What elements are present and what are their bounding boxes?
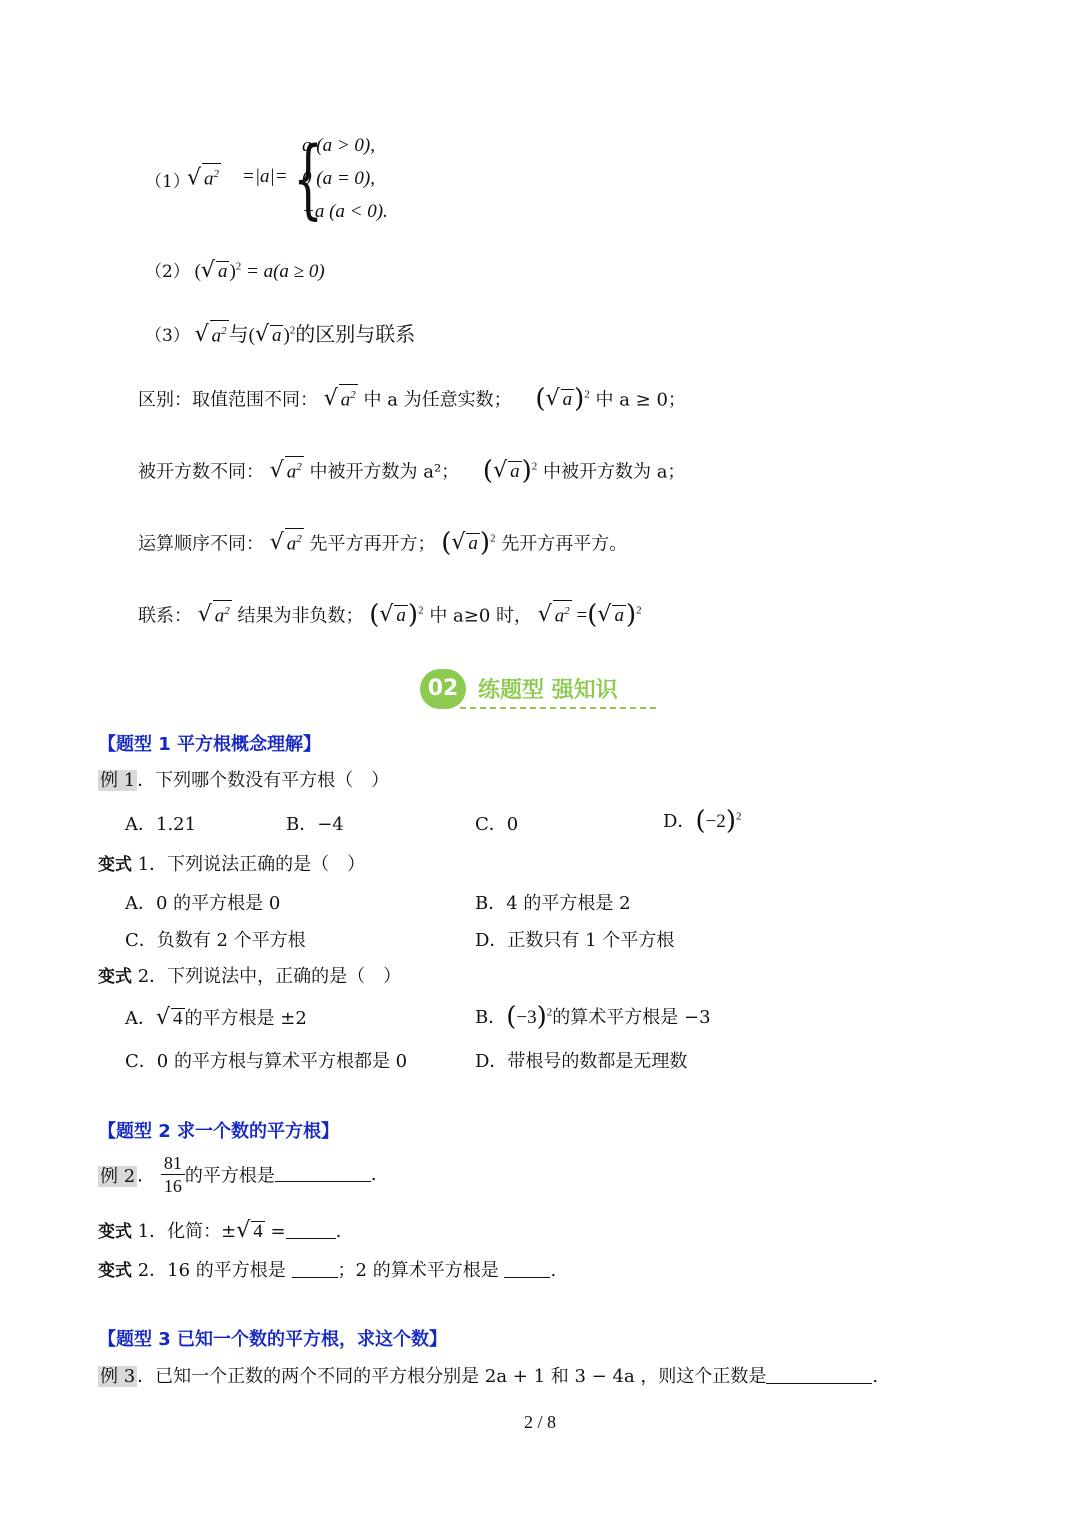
formula-2-rest: = a(a ≥ 0) [246,261,325,282]
relation-head: 联系： [138,605,192,627]
formula-3-sqrt-a-squared: (√ a )$^2$ [248,322,296,347]
diff-1-mid: 中 a 为任意实数； [363,389,512,411]
example-3-answer-blank[interactable] [766,1365,872,1384]
variant-1-2-tag: 变式 [98,967,132,987]
diff-2-sqrt-a-squared: (√ a)$^2$ [482,456,538,487]
ex1-option-d [663,806,741,836]
example-1-question: ．下列哪个数没有平方根（ ） [137,770,390,791]
formula-2-sqrt-squared: (√ a )$^2$ [194,258,242,283]
variant-2-1-answer-blank[interactable] [286,1220,336,1239]
diff-3-mid: 先平方再开方； [309,533,436,555]
example-2: 例 2 ． $\frac{81}{16}$ 的平方根是 . [100,1153,377,1196]
relation-line [138,600,642,630]
diff-1-sqrt-a2: √ $a^2$ [324,389,358,410]
v2-option-d: D．带根号的数都是无理数 [475,1051,688,1072]
example-2-question: 的平方根是 [184,1165,275,1187]
formula-3-and: 与 [228,322,249,346]
type2-heading: 【题型 2 求一个数的平方根】 [98,1121,340,1142]
variant-1-1-question: 1．下列说法正确的是（ ） [132,854,366,875]
v2-option-a-sqrt4: √ 4 [156,1005,183,1030]
diff-line-1 [138,384,686,414]
diff-1-sqrt-a-squared: (√ a)$^2$ [535,384,590,415]
example-3-tag: 例 3 [100,1366,136,1387]
v2-option-b-letter: B． [475,1007,507,1028]
variant-1-1 [98,850,365,876]
v1-option-d: D．正数只有 1 个平方根 [475,930,675,951]
formula-1-case-3: −a (a < 0). [302,201,388,222]
diff-2-tail: 中被开方数为 a； [542,461,686,483]
example-1 [98,766,389,792]
variant-1-2-question: 2．下列说法中，正确的是（ ） [132,966,402,987]
formula-1-case-2: 0 (a = 0), [302,168,375,189]
banner-number-badge: 02 [420,669,466,709]
formula-1-brace: { [293,129,324,229]
type1-heading: 【题型 1 平方根概念理解】 [98,734,322,755]
example-3-question: ．已知一个正数的两个不同的平方根分别是 2a + 1 和 3 − 4a ，则这个正数是 [137,1366,767,1387]
v1-option-b: B．4 的平方根是 2 [475,893,631,914]
diff-3-tail: 先开方再平方。 [501,533,628,555]
v2-option-b-expr: $(-3)^2$ [506,1002,553,1032]
example-1-tag: 例 1 [100,770,136,791]
diff-1-tail: 中 a ≥ 0； [595,389,686,411]
v2-option-b-text: 的算术平方根是 −3 [552,1007,711,1028]
example-2-tag: 例 2 [100,1165,136,1187]
formula-1-case-1: a (a > 0), [302,135,375,156]
ex1-option-c: C．0 [475,814,519,835]
diff-2-sqrt-a2: √ $a^2$ [270,461,304,482]
relation-sqrt-a-squared: (√ a)$^2$ [369,600,424,631]
example-2-fraction [161,1152,185,1197]
relation-sqrt-a2: √ $a^2$ [198,605,232,626]
diff-3-sqrt-a-squared: (√ a)$^2$ [441,528,496,559]
v2-option-b [475,1002,711,1032]
diff-line-2 [138,456,685,486]
variant-2-2-blank-1[interactable] [292,1259,338,1278]
diff-2-head: 被开方数不同： [138,461,264,483]
formula-3-sqrt-a2: √ $a^2$ [195,325,229,346]
formula-1-sqrt: √ $a^2$ [187,163,221,190]
v2-option-c: C．0 的平方根与算术平方根都是 0 [125,1051,408,1072]
v2-option-a [125,1004,307,1030]
variant-2-2-question-1: 2．16 的平方根是 [132,1260,286,1281]
relation-equation: √ $a^2$ =(√ a)$^2$ [537,600,642,631]
v2-option-a-text: 的平方根是 ±2 [184,1008,307,1029]
banner-title: 练题型 强知识 [478,678,618,703]
ex1-option-d-label: D． [663,811,696,832]
variant-2-2-tag: 变式 [98,1261,132,1281]
diff-3-sqrt-a2: √ $a^2$ [270,533,304,554]
relation-mid: 结果为非负数； [237,605,364,627]
section-banner [420,667,660,715]
formula-2-label: （2） [145,262,190,282]
diff-2-mid: 中被开方数为 a²； [309,461,460,483]
example-2-answer-blank[interactable] [275,1163,371,1182]
formula-3-tail: 的区别与联系 [295,322,416,346]
relation-tail: 中 a≥0 时， [429,605,533,627]
variant-2-1-question: 1．化简：± [132,1221,237,1242]
formula-1-abs: =|a|= [242,166,288,187]
ex1-option-a: A．1.21 [125,814,197,835]
fraction-numerator: 81 [161,1152,185,1175]
v1-option-c: C．负数有 2 个平方根 [125,930,306,951]
type3-heading: 【题型 3 已知一个数的平方根，求这个数】 [98,1329,448,1350]
variant-1-1-tag: 变式 [98,855,132,875]
banner-underline [460,707,656,709]
example-3: 例 3 ．已知一个正数的两个不同的平方根分别是 2a + 1 和 3 − 4a ，则这个正数是 . [100,1366,879,1387]
formula-3-label: （3） [145,326,190,346]
fraction-denominator: 16 [163,1176,182,1196]
variant-2-1-sqrt4: √ 4 [236,1218,263,1243]
ex1-option-b: B．−4 [286,814,344,835]
ex1-option-d-expr: $(-2)^2$ [695,806,742,836]
formula-1 [145,129,445,230]
formula-1-label: （1） [145,172,190,192]
page-number: 2 / 8 [523,1412,556,1432]
formula-3 [145,318,415,347]
variant-2-2-question-2: ；2 的算术平方根是 [337,1260,499,1281]
variant-2-2: 变式 2．16 的平方根是 ；2 的算术平方根是 . [98,1260,557,1281]
variant-2-1: 变式 1．化简：±√ 4 = . [98,1218,342,1243]
variant-2-2-blank-2[interactable] [504,1259,550,1278]
variant-1-2 [98,962,401,988]
variant-2-1-tag: 变式 [98,1222,132,1242]
v1-option-a: A．0 的平方根是 0 [125,893,281,914]
v2-option-a-letter: A． [125,1008,156,1029]
diff-1-head: 区别：取值范围不同： [138,389,318,411]
formula-2 [145,257,325,283]
diff-3-head: 运算顺序不同： [138,533,264,555]
diff-line-3 [138,528,627,558]
